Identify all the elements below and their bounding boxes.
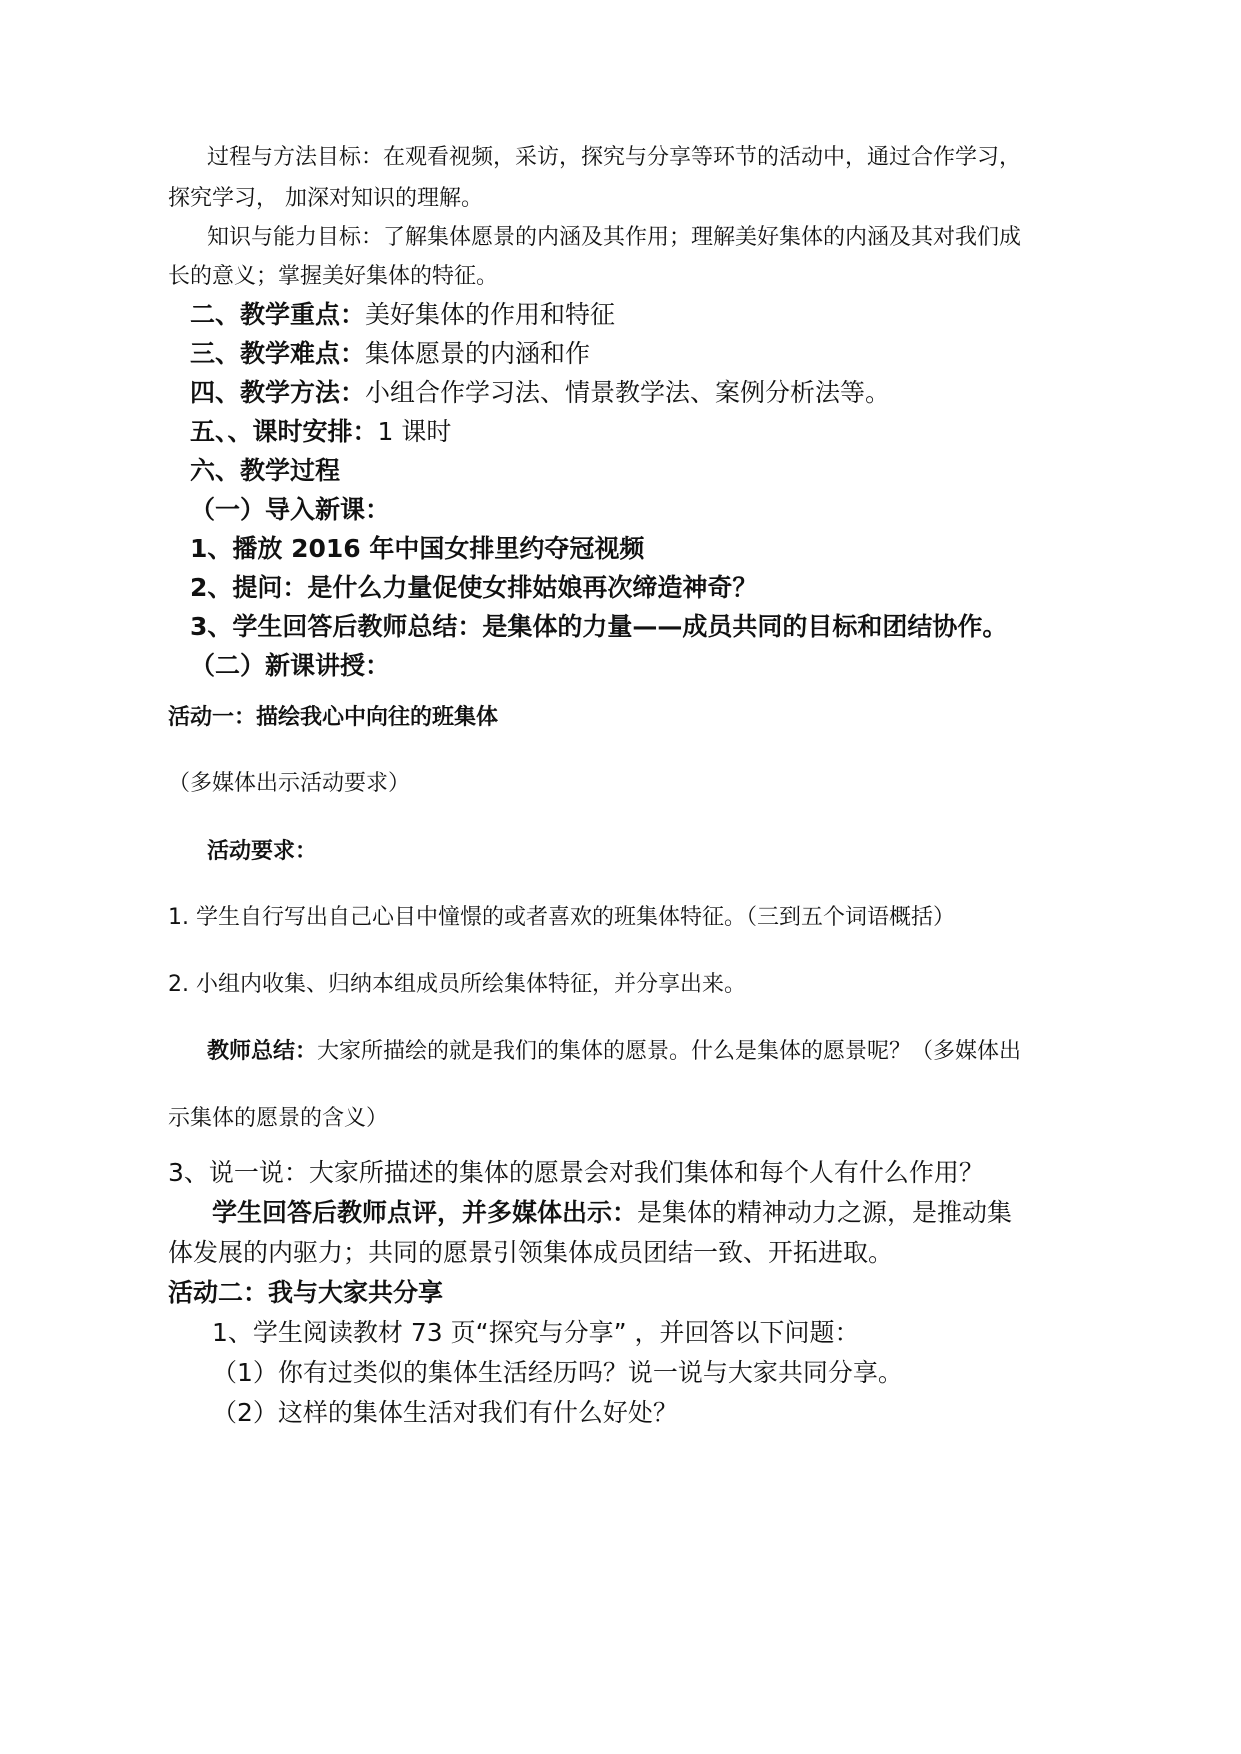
activity-2-question-2: （2）这样的集体生活对我们有什么好处？ <box>212 1398 678 1427</box>
activity-2-question-1: （1）你有过类似的集体生活经历吗？说一说与大家共同分享。 <box>212 1358 903 1387</box>
intro-step-2: 2、提问：是什么力量促使女排姑娘再次缔造神奇？ <box>190 573 758 602</box>
requirement-2: 2. 小组内收集、归纳本组成员所绘集体特征，并分享出来。 <box>168 972 746 997</box>
section-class-hours: 五、、课时安排：1 课时 <box>190 417 452 446</box>
section-teaching-difficulty: 三、教学难点：集体愿景的内涵和作 <box>190 339 591 368</box>
process-method-goal: 过程与方法目标：在观看视频，采访，探究与分享等环节的活动中，通过合作学习， <box>207 145 1022 170</box>
teacher-summary: 教师总结：大家所描绘的就是我们的集体的愿景。什么是集体的愿景呢？（多媒体出 <box>207 1039 1022 1064</box>
knowledge-ability-goal: 知识与能力目标：了解集体愿景的内涵及其作用；理解美好集体的内涵及其对我们成 <box>207 225 1022 250</box>
activity-1-title: 活动一：描绘我心中向往的班集体 <box>168 705 499 730</box>
subsection-new-lesson: （二）新课讲授： <box>190 651 391 680</box>
activity-2-task: 1、学生阅读教材 73 页“探究与分享” ，并回答以下问题： <box>212 1318 860 1347</box>
section-teaching-focus: 二、教学重点：美好集体的作用和特征 <box>190 300 616 329</box>
knowledge-ability-goal-cont: 长的意义；掌握美好集体的特征。 <box>168 264 499 289</box>
activity-requirements-label: 活动要求： <box>207 839 318 864</box>
requirement-1: 1. 学生自行写出自己心目中憧憬的或者喜欢的班集体特征。（三到五个词语概括） <box>168 905 955 930</box>
process-method-goal-cont: 探究学习， 加深对知识的理解。 <box>168 186 483 211</box>
teacher-comment: 学生回答后教师点评，并多媒体出示：是集体的精神动力之源，是推动集 <box>212 1198 1013 1227</box>
subsection-intro: （一）导入新课： <box>190 495 391 524</box>
intro-step-3: 3、学生回答后教师总结：是集体的力量——成员共同的目标和团结协作。 <box>190 612 1008 641</box>
teacher-comment-cont: 体发展的内驱力；共同的愿景引领集体成员团结一致、开拓进取。 <box>168 1238 894 1267</box>
activity-2-title: 活动二：我与大家共分享 <box>168 1278 444 1307</box>
discussion-question: 3、说一说：大家所描述的集体的愿景会对我们集体和每个人有什么作用？ <box>168 1158 984 1187</box>
activity-1-note: （多媒体出示活动要求） <box>168 771 411 796</box>
section-teaching-method: 四、教学方法：小组合作学习法、情景教学法、案例分析法等。 <box>190 378 891 407</box>
intro-step-1: 1、播放 2016 年中国女排里约夺冠视频 <box>190 534 645 563</box>
section-teaching-process: 六、教学过程 <box>190 456 341 485</box>
teacher-summary-cont: 示集体的愿景的含义） <box>168 1106 389 1131</box>
